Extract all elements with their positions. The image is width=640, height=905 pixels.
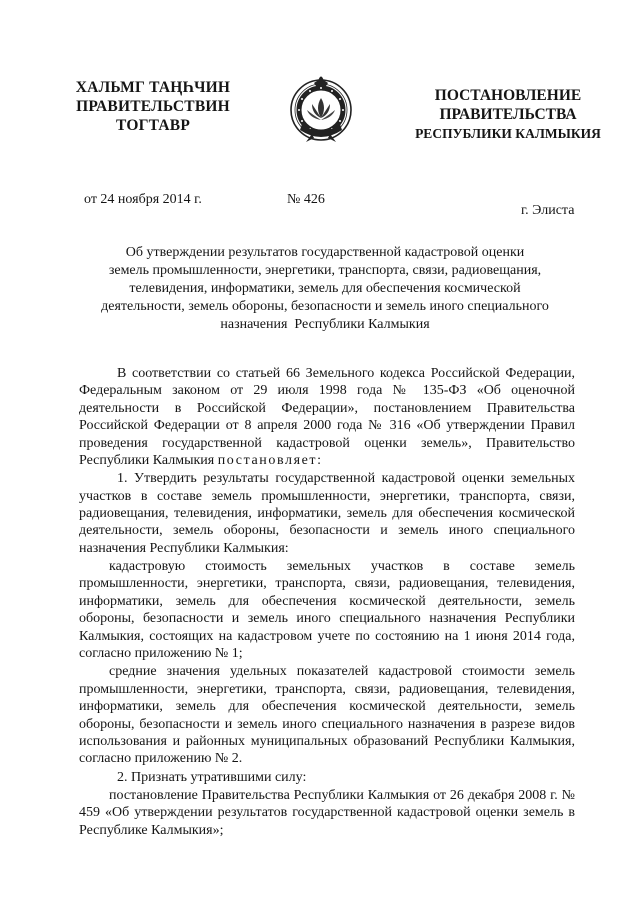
kalmykia-coat-of-arms-icon [288, 68, 354, 148]
clause-1-a: кадастровую стоимость земельных участков в составе земель промышленности, энергетики, транспорта, связи, радиовещания, телевидения, информатики, земель для обеспечения космической деятельности, земель обороны, безопасности и земель иного специального назначения Республики Калмыкия, состоящих на кадастровом учете по состоянию на 1 июня 2014 года, согласно приложению № 1; [79, 559, 575, 662]
header-kalmyk-line-1: ХАЛЬМГ ТАҢҺЧИН [75, 79, 231, 96]
header-russian-line-2: ПРАВИТЕЛЬСТВА [439, 106, 577, 123]
title-line-3: телевидения, информатики, земель для обеспечения космической [129, 281, 521, 296]
clause-1-b: средние значения удельных показателей кадастровой стоимости земель промышленности, энергетики, транспорта, связи, радиовещания, телевидения, информатики, земель для обеспечения космической деятельности, земель обороны, безопасности и земель иного специального назначения в разрезе видов использования и районных муниципальных образований Республики Калмыкия, согласно приложению № 2. [79, 664, 575, 767]
title-line-5: назначения Республики Калмыкия [220, 317, 430, 332]
document-date: от 24 ноября 2014 г. [84, 192, 202, 207]
clause-1: 1. Утвердить результаты государственной кадастровой оценки земельных участков в составе земель промышленности, энергетики, транспорта, связи, радиовещания, телевидения, информатики, земель для обеспечения космической деятельности, земель обороны, безопасности и земель иного специального назначения Республики Калмыкия: [79, 471, 575, 556]
preamble-main: В соответствии со статьей 66 Земельного кодекса Российской Федерации, Федеральным законом от 29 июля 1998 года № 135-ФЗ «Об оценочной деятельности в Российской Федерации», постановлением Правительства Российской Федерации от 8 апреля 2000 года № 316 «Об утверждении Правил проведения государственной кадастровой оценки земель», Правительство Республики Калмыкия [79, 366, 575, 469]
header-russian-line-1: ПОСТАНОВЛЕНИЕ [434, 87, 582, 104]
document-title [70, 244, 580, 334]
clause-2: 2. Признать утратившими силу: [117, 769, 307, 785]
document-city: г. Элиста [521, 203, 575, 218]
document-body [79, 365, 575, 840]
header-kalmyk-line-2: ПРАВИТЕЛЬСТВИН [76, 98, 230, 115]
title-line-4: деятельности, земель обороны, безопасности и земель иного специального [101, 299, 549, 314]
document-number: № 426 [287, 192, 325, 207]
header-russian-line-3: РЕСПУБЛИКИ КАЛМЫКИЯ [415, 126, 601, 141]
preamble-paragraph [79, 365, 575, 469]
preamble-end: : [317, 453, 322, 469]
title-line-2: земель промышленности, энергетики, транспорта, связи, радиовещания, [108, 263, 542, 278]
preamble-verb: постановляет [217, 453, 318, 469]
header-kalmyk [58, 78, 248, 135]
clause-2-a: постановление Правительства Республики Калмыкия от 26 декабря 2008 г. № 459 «Об утверждении результатов государственной кадастровой оценки земель в Республике Калмыкия»; [79, 787, 575, 838]
header-russian [408, 86, 608, 143]
title-line-1: Об утверждении результатов государственной кадастровой оценки [125, 245, 525, 260]
header-kalmyk-line-3: ТОГТАВР [115, 117, 191, 134]
